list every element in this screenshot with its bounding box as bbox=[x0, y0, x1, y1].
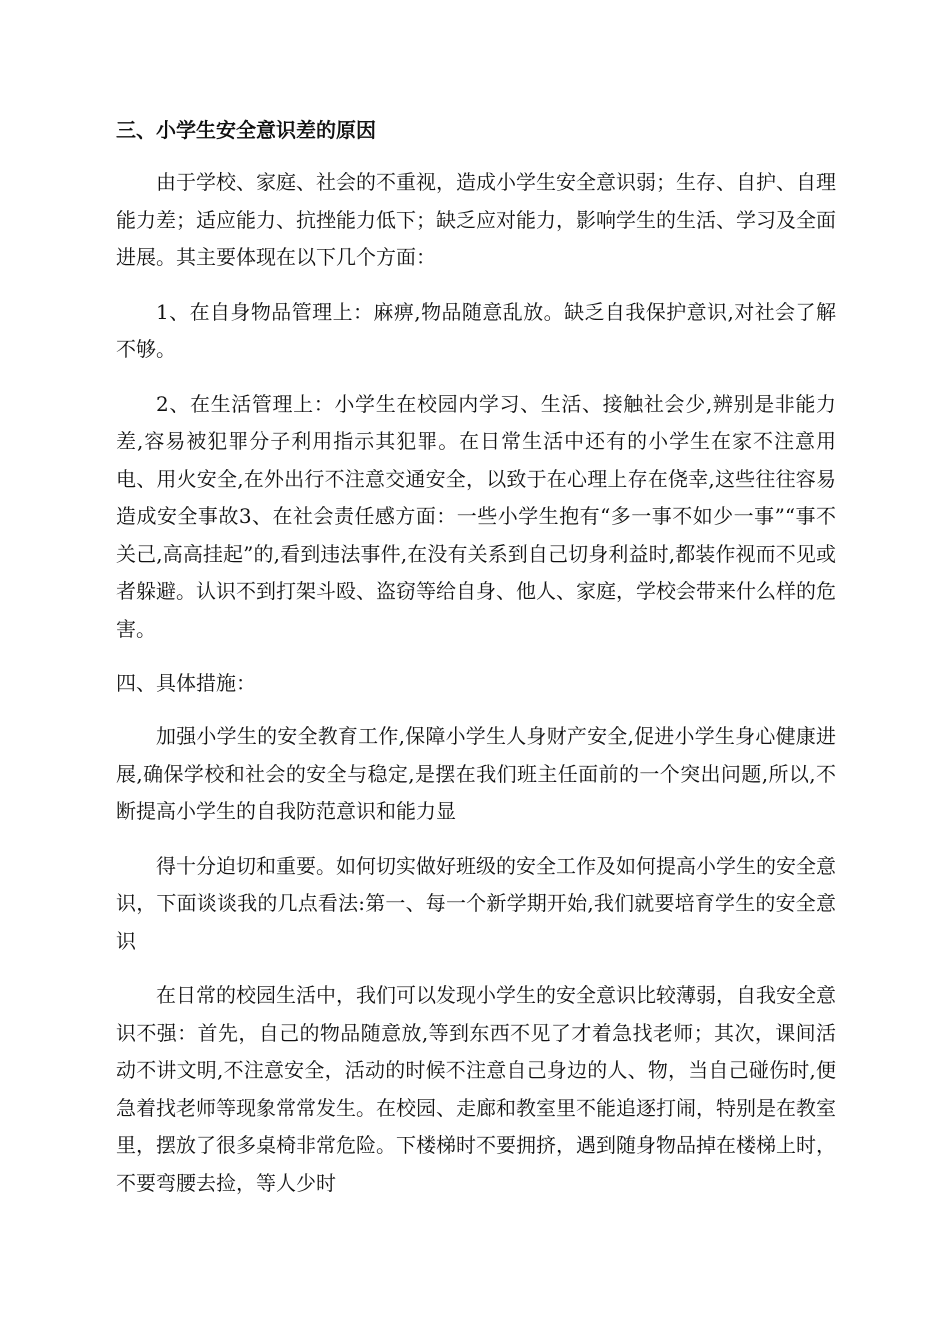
paragraph-causes-intro: 由于学校、家庭、社会的不重视，造成小学生安全意识弱；生存、自护、自理能力差；适应能力、抗挫能力低下；缺乏应对能力，影响学生的生活、学习及全面进展。其主要体现在以下几个方面： bbox=[116, 170, 836, 269]
section-heading-3: 三、小学生安全意识差的原因 bbox=[116, 118, 376, 142]
paragraph-measures-continued: 得十分迫切和重要。如何切实做好班级的安全工作及如何提高小学生的安全意识，下面谈谈我的几点看法:第一、每一个新学期开始,我们就要培育学生的安全意识 bbox=[116, 853, 836, 953]
section-heading-4: 四、具体措施： bbox=[116, 671, 256, 695]
paragraph-campus-life: 在日常的校园生活中，我们可以发现小学生的安全意识比较薄弱，自我安全意识不强：首先，自己的物品随意放,等到东西不见了才着急找老师；其次，课间活动不讲文明,不注意安全，活动的时候不注意自己身边的人、物，当自己碰伤时,便急着找老师等现象常常发生。在校园、走廊和教室里不能追逐打闹，特别是在教室里，摆放了很多桌椅非常危险。下楼梯时不要拥挤，遇到随身物品掉在楼梯上时，不要弯腰去捡，等人少时 bbox=[116, 983, 836, 1195]
paragraph-measures-intro: 加强小学生的安全教育工作,保障小学生人身财产安全,促进小学生身心健康进展,确保学校和社会的安全与稳定,是摆在我们班主任面前的一个突出问题,所以,不断提高小学生的自我防范意识和能力显 bbox=[116, 724, 836, 823]
document-body bbox=[116, 112, 836, 1219]
paragraph-item-1: 1、在自身物品管理上：麻痹,物品随意乱放。缺乏自我保护意识,对社会了解不够。 bbox=[116, 299, 836, 361]
paragraph-item-2: 2、在生活管理上：小学生在校园内学习、生活、接触社会少,辨别是非能力差,容易被犯罪分子利用指示其犯罪。在日常生活中还有的小学生在家不注意用电、用火安全,在外出行不注意交通安全，以致于在心理上存在侥幸,这些往往容易造成安全事故3、在社会责任感方面：一些小学生抱有“多一事不如少一事”“事不关己,高高挂起”的,看到违法事件,在没有关系到自己切身利益时,都装作视而不见或者躲避。认识不到打架斗殴、盗窃等给自身、他人、家庭，学校会带来什么样的危害。 bbox=[116, 391, 836, 641]
